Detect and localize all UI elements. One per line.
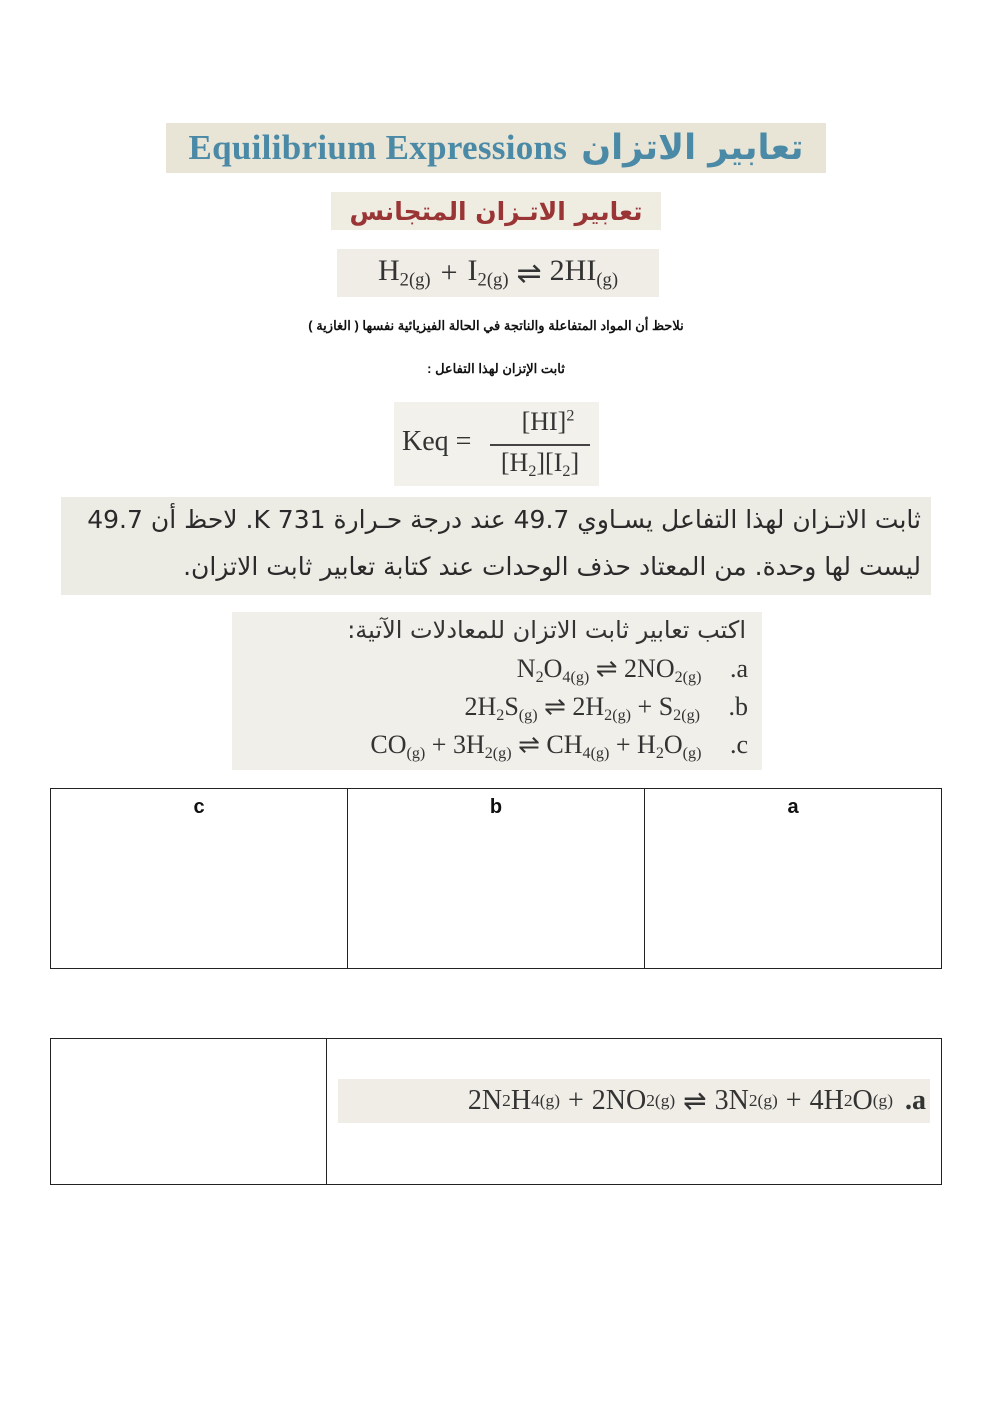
equilibrium-arrow-icon: ⇌ bbox=[544, 692, 566, 721]
paragraph-line-1: ثابت الاتـزان لهذا التفاعل يسـاوي 49.7 عند درجة حـرارة K 731. لاحظ أن 49.7 bbox=[87, 505, 921, 534]
note-keq-intro: ثابت الإتزان لهذا التفاعل : bbox=[427, 361, 565, 376]
exercise-equation-b: $2H_2S_{(g)}$ ⇌ $2H_{2(g)} + S_{2(g)}$ .b bbox=[464, 692, 748, 724]
equilibrium-arrow-icon: ⇌ bbox=[595, 654, 618, 683]
equilibrium-arrow-icon: ⇌ bbox=[683, 1086, 707, 1117]
equilibrium-arrow-icon: ⇌ bbox=[518, 730, 540, 759]
keq-label: Keq = bbox=[402, 426, 472, 457]
item-letter: .c bbox=[729, 730, 748, 759]
item-letter: .b bbox=[728, 692, 748, 721]
explanation-paragraph bbox=[61, 497, 931, 595]
title-banner bbox=[166, 123, 826, 173]
answer-cell-b[interactable] bbox=[348, 789, 645, 969]
fraction-bar bbox=[490, 444, 590, 446]
item-letter: .a bbox=[905, 1085, 926, 1116]
keq-expression bbox=[394, 402, 599, 486]
exercise-block bbox=[232, 612, 762, 770]
exercise-equation-a: $N_2O_{4(g)}$ ⇌ $2NO_{2(g)}$ .a bbox=[516, 654, 748, 686]
subtitle: تعابير الاتـزان المتجانس bbox=[331, 192, 661, 230]
column-header-c: c bbox=[193, 796, 205, 818]
main-equation bbox=[337, 249, 659, 297]
answer-cell-c[interactable] bbox=[51, 789, 348, 969]
title-english: Equilibrium Expressions bbox=[188, 128, 568, 167]
title-arabic: تعابير الاتزان bbox=[581, 128, 804, 168]
column-header-b: b bbox=[489, 796, 503, 818]
column-header-a: a bbox=[787, 796, 799, 818]
eq-plus: + bbox=[440, 256, 458, 289]
keq-numerator: [HI]$^2$ bbox=[521, 407, 575, 436]
exercise-heading: اكتب تعابير ثابت الاتزان للمعادلات الآتية: bbox=[347, 616, 746, 644]
eq-product: $2HI_{(g)}$ bbox=[549, 254, 619, 291]
paragraph-line-2: ليست لها وحدة. من المعتاد حذف الوحدات عند كتابة تعابير ثابت الاتزان. bbox=[183, 552, 921, 581]
exercise-equation-c: $CO_{(g)} + 3H_{2(g)}$ ⇌ $CH_{4(g)} + H_2O_{(g)}$ .c bbox=[370, 730, 748, 762]
item-letter: .a bbox=[729, 654, 748, 683]
note-same-state: نلاحظ أن المواد المتفاعلة والناتجة في الحالة الفيزيائية نفسها ( الغازية ) bbox=[308, 318, 684, 333]
eq-reactant-1: $H_{2(g)}$ bbox=[377, 254, 431, 291]
answer-cell-a[interactable] bbox=[645, 789, 942, 969]
eq-reactant-2: $I_{2(g)}$ bbox=[467, 254, 509, 291]
keq-denominator: $[H_2][I_2]$ bbox=[500, 448, 580, 480]
extra-equation: 2N 2 H 4(g) + 2NO 2(g) ⇌ 3N 2(g) + 4H 2 O (g) .a bbox=[338, 1079, 930, 1123]
extra-answer-cell[interactable] bbox=[51, 1039, 327, 1185]
answer-table bbox=[50, 788, 942, 969]
equilibrium-arrow-icon: ⇌ bbox=[516, 256, 542, 290]
